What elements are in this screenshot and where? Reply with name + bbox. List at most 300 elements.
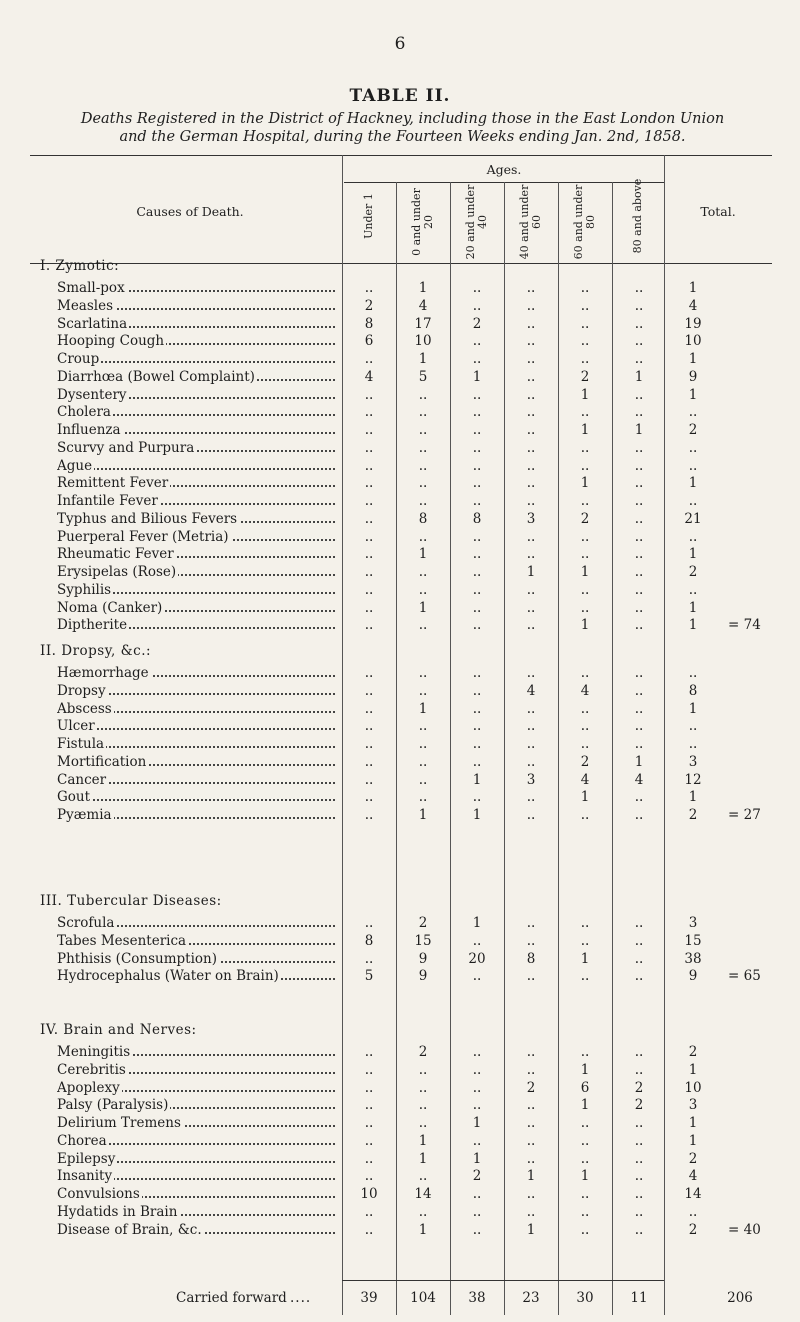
cause-label: Hydatids in Brain <box>57 1203 178 1220</box>
age-cell: .. <box>526 718 536 735</box>
age-cell: .. <box>634 682 644 699</box>
cause-label: Scurvy and Purpura <box>57 439 195 456</box>
carried-forward-total: 206 <box>727 1290 753 1306</box>
cause-label: Scrofula <box>57 915 115 931</box>
age-cell: 1 <box>580 422 590 438</box>
age-col-header-20-40: 20 and under 40 <box>464 184 489 260</box>
cause-label: Gout <box>57 789 91 806</box>
cause-label: Hydrocephalus (Water on Brain) <box>57 968 279 985</box>
age-cell: 2 <box>364 297 374 314</box>
age-col-header-60-80: 60 and under 80 <box>572 184 597 260</box>
table-row <box>0 915 800 933</box>
age-cell: .. <box>472 599 482 616</box>
age-cell: .. <box>472 617 482 634</box>
carried-forward-40-60: 23 <box>522 1290 540 1306</box>
cause-name <box>57 1222 335 1238</box>
row-total: 1 <box>688 1061 698 1078</box>
table-row <box>0 369 800 387</box>
age-cell: .. <box>634 280 644 296</box>
age-cell: .. <box>526 789 536 806</box>
age-cell: .. <box>472 700 482 717</box>
cause-label: Puerperal Fever (Metria) <box>57 528 229 545</box>
age-cell: .. <box>472 280 482 296</box>
age-cell: .. <box>526 736 536 752</box>
age-cell: .. <box>472 386 482 403</box>
age-cell: .. <box>472 1203 482 1220</box>
cause-name <box>57 1204 335 1220</box>
age-cell: 2 <box>418 915 428 931</box>
cause-name <box>57 1133 335 1149</box>
age-cell: .. <box>364 493 374 509</box>
age-cell: .. <box>364 771 374 788</box>
age-cell: 1 <box>580 564 590 580</box>
cause-label: Insanity <box>57 1168 113 1185</box>
row-total: 10 <box>684 1079 702 1096</box>
table-row <box>0 665 800 683</box>
age-cell: .. <box>634 439 644 456</box>
age-cell: .. <box>364 915 374 931</box>
table-row <box>0 1186 800 1204</box>
cause-label: Apoplexy <box>57 1079 120 1096</box>
table-row <box>0 617 800 635</box>
cause-name <box>57 1080 335 1096</box>
age-cell: .. <box>364 1061 374 1078</box>
row-total: 19 <box>684 315 702 332</box>
age-cell: .. <box>526 1132 536 1149</box>
age-cell: .. <box>634 599 644 616</box>
cause-label: Convulsions <box>57 1186 140 1202</box>
leader-dots <box>57 799 335 801</box>
age-cell: .. <box>634 510 644 527</box>
age-cell: .. <box>634 404 644 421</box>
age-cell: .. <box>472 1044 482 1060</box>
age-cell: .. <box>472 422 482 438</box>
table-row <box>0 564 800 582</box>
age-cell: 1 <box>580 1061 590 1078</box>
age-cell: 10 <box>414 333 432 350</box>
age-cell: .. <box>580 315 590 332</box>
age-cell: .. <box>580 599 590 616</box>
cause-label: Scarlatina <box>57 315 128 332</box>
table-row <box>0 511 800 529</box>
age-cell: 4 <box>364 368 374 385</box>
row-total: 2 <box>688 422 698 438</box>
age-cell: 1 <box>418 280 428 296</box>
age-cell: .. <box>418 1203 428 1220</box>
cause-name <box>57 1151 335 1167</box>
age-cell: 3 <box>526 510 536 527</box>
row-total: .. <box>688 439 698 456</box>
age-cell: .. <box>580 968 590 985</box>
age-cell: .. <box>526 422 536 438</box>
table-row <box>0 718 800 736</box>
age-cell: 2 <box>418 1044 428 1060</box>
age-cell: .. <box>418 718 428 735</box>
cause-name <box>57 951 335 967</box>
age-cell: 4 <box>580 771 590 788</box>
table-row <box>0 951 800 969</box>
age-cell: .. <box>364 564 374 580</box>
age-cell: .. <box>526 932 536 949</box>
table-title: TABLE II. <box>349 86 451 106</box>
age-cell: .. <box>364 1203 374 1220</box>
age-cell: .. <box>526 351 536 367</box>
age-cell: .. <box>364 475 374 492</box>
age-cell: .. <box>472 736 482 752</box>
table-row <box>0 404 800 422</box>
age-cell: 1 <box>526 564 536 580</box>
carried-forward-dots: .... <box>290 1290 312 1306</box>
age-col-header-80-above: 80 and above <box>631 178 644 254</box>
age-cell: .. <box>472 564 482 580</box>
age-cell: .. <box>526 807 536 823</box>
age-cell: .. <box>634 915 644 931</box>
cause-name <box>57 915 335 931</box>
age-cell: .. <box>472 493 482 509</box>
age-cell: 2 <box>634 1079 644 1096</box>
age-cell: .. <box>580 1115 590 1131</box>
age-cell: 2 <box>472 315 482 332</box>
cause-label: Fistula <box>57 736 105 752</box>
row-total: 2 <box>688 1221 698 1238</box>
cause-name <box>57 422 335 438</box>
age-cell: .. <box>526 404 536 421</box>
age-cell: .. <box>418 439 428 456</box>
age-cell: 15 <box>414 932 432 949</box>
age-cell: .. <box>526 386 536 403</box>
age-cell: .. <box>580 1203 590 1220</box>
age-cell: 2 <box>580 510 590 527</box>
total-header: Total. <box>700 204 736 219</box>
age-cell: .. <box>526 1186 536 1202</box>
row-total: 12 <box>684 771 702 788</box>
age-cell: .. <box>418 404 428 421</box>
age-cell: 1 <box>580 617 590 634</box>
age-cell: .. <box>418 1061 428 1078</box>
leader-dots <box>57 468 335 470</box>
table-row <box>0 475 800 493</box>
age-cell: .. <box>526 333 536 350</box>
age-cell: .. <box>634 493 644 509</box>
age-cell: .. <box>580 736 590 752</box>
cause-label: Rheumatic Fever <box>57 546 174 563</box>
cause-label: Cancer <box>57 771 107 788</box>
caption-line-1: Deaths Registered in the District of Hackney, including those in the East London Union <box>80 111 725 127</box>
row-total: 2 <box>688 1044 698 1060</box>
cause-label: Chorea <box>57 1132 107 1149</box>
age-cell: .. <box>526 700 536 717</box>
age-cell: .. <box>580 581 590 598</box>
age-cell: .. <box>472 789 482 806</box>
age-cell: 6 <box>580 1079 590 1096</box>
age-cell: .. <box>580 665 590 681</box>
cause-name <box>57 789 335 805</box>
cause-label: Measles <box>57 297 114 314</box>
row-total: 14 <box>684 1186 702 1202</box>
cause-label: Hooping Cough <box>57 333 165 350</box>
cause-name <box>57 475 335 491</box>
cause-name <box>57 807 335 823</box>
row-total: 9 <box>688 368 698 385</box>
cause-label: Palsy (Paralysis) <box>57 1097 169 1114</box>
age-cell: 6 <box>364 333 374 350</box>
cause-name <box>57 933 335 949</box>
age-cell: 1 <box>418 1132 428 1149</box>
age-cell: .. <box>634 475 644 492</box>
age-cell: .. <box>580 333 590 350</box>
age-cell: .. <box>526 297 536 314</box>
age-cell: .. <box>526 581 536 598</box>
age-cell: 1 <box>526 1168 536 1185</box>
cause-name <box>57 529 335 545</box>
age-cell: .. <box>634 807 644 823</box>
row-total: 15 <box>684 932 702 949</box>
age-cell: .. <box>634 564 644 580</box>
age-cell: 8 <box>364 315 374 332</box>
table-row <box>0 422 800 440</box>
cause-name <box>57 316 335 332</box>
age-cell: 1 <box>418 1150 428 1167</box>
age-cell: .. <box>634 1168 644 1185</box>
table-row <box>0 546 800 564</box>
table-row <box>0 772 800 790</box>
cause-label: Croup <box>57 351 100 367</box>
age-cell: .. <box>634 333 644 350</box>
age-cell: .. <box>418 753 428 770</box>
age-cell: .. <box>364 546 374 563</box>
age-cell: .. <box>418 736 428 752</box>
age-cell: .. <box>418 617 428 634</box>
age-cell: 4 <box>580 682 590 699</box>
carried-forward-label: Carried forward <box>176 1290 287 1306</box>
cause-label: Pyæmia <box>57 807 112 823</box>
table-row <box>0 1115 800 1133</box>
age-cell: .. <box>472 546 482 563</box>
age-cell: 1 <box>472 771 482 788</box>
table-row <box>0 968 800 986</box>
row-total: 8 <box>688 682 698 699</box>
age-cell: .. <box>580 932 590 949</box>
age-cell: .. <box>418 789 428 806</box>
row-total: 2 <box>688 1150 698 1167</box>
age-cell: 10 <box>360 1186 378 1202</box>
age-cell: .. <box>472 718 482 735</box>
age-cell: .. <box>634 789 644 806</box>
cause-name <box>57 387 335 403</box>
age-cell: .. <box>580 439 590 456</box>
caption-line-2: and the German Hospital, during the Fourteen Weeks ending Jan. 2nd, 1858. <box>119 129 686 145</box>
age-cell: .. <box>418 682 428 699</box>
cause-name <box>57 600 335 616</box>
age-cell: .. <box>526 528 536 545</box>
cause-name <box>57 665 335 681</box>
row-total: 1 <box>688 351 698 367</box>
age-cell: .. <box>472 753 482 770</box>
age-cell: .. <box>418 1097 428 1114</box>
age-cell: .. <box>634 457 644 474</box>
age-cell: .. <box>364 736 374 752</box>
age-cell: .. <box>526 439 536 456</box>
age-cell: .. <box>526 915 536 931</box>
cause-name <box>57 564 335 580</box>
age-cell: .. <box>364 1115 374 1131</box>
table-row <box>0 529 800 547</box>
table-row <box>0 1168 800 1186</box>
age-cell: .. <box>526 1061 536 1078</box>
cause-name <box>57 458 335 474</box>
table-row <box>0 582 800 600</box>
age-cell: 1 <box>580 1097 590 1114</box>
age-cell: .. <box>472 968 482 985</box>
age-cell: .. <box>364 1079 374 1096</box>
cause-name <box>57 1044 335 1060</box>
cause-name <box>57 546 335 562</box>
row-total: .. <box>688 1203 698 1220</box>
table-row <box>0 1151 800 1169</box>
age-cell: .. <box>364 1150 374 1167</box>
table-row <box>0 1080 800 1098</box>
age-cell: 1 <box>418 599 428 616</box>
age-cell: .. <box>634 718 644 735</box>
cause-name <box>57 1097 335 1113</box>
age-cell: .. <box>634 297 644 314</box>
carried-forward-rule <box>342 1280 664 1281</box>
leader-dots <box>57 728 335 730</box>
age-cell: .. <box>634 1044 644 1060</box>
age-cell: .. <box>418 528 428 545</box>
age-cell: .. <box>634 1186 644 1202</box>
row-total: 1 <box>688 700 698 717</box>
table-row <box>0 1062 800 1080</box>
table-row <box>0 600 800 618</box>
age-cell: 8 <box>364 932 374 949</box>
carried-forward-60-80: 30 <box>576 1290 594 1306</box>
age-cell: .. <box>418 1168 428 1185</box>
row-total: .. <box>688 528 698 545</box>
age-cell: .. <box>364 1132 374 1149</box>
age-cell: .. <box>580 915 590 931</box>
age-cell: 8 <box>418 510 428 527</box>
age-cell: .. <box>364 1097 374 1114</box>
age-cell: 5 <box>418 368 428 385</box>
table-row <box>0 351 800 369</box>
age-cell: .. <box>526 1115 536 1131</box>
age-cell: 8 <box>472 510 482 527</box>
age-cell: .. <box>580 528 590 545</box>
cause-label: Typhus and Bilious Fevers <box>57 510 238 527</box>
cause-label: Disease of Brain, &c. <box>57 1221 202 1238</box>
age-cell: .. <box>580 718 590 735</box>
age-cell: 1 <box>418 1221 428 1238</box>
age-cell: 5 <box>364 968 374 985</box>
table-row <box>0 493 800 511</box>
age-cell: .. <box>364 718 374 735</box>
age-cell: 9 <box>418 968 428 985</box>
table-row <box>0 458 800 476</box>
cause-name <box>57 772 335 788</box>
age-cell: .. <box>418 581 428 598</box>
row-total: 10 <box>684 333 702 350</box>
age-cell: .. <box>418 564 428 580</box>
age-cell: .. <box>634 736 644 752</box>
row-total: 4 <box>688 1168 698 1185</box>
age-cell: .. <box>526 1097 536 1114</box>
age-col-header-0-20: 0 and under 20 <box>410 188 435 256</box>
age-cell: 1 <box>418 546 428 563</box>
age-cell: 1 <box>634 368 644 385</box>
age-cell: .. <box>364 528 374 545</box>
age-cell: 4 <box>526 682 536 699</box>
table-row <box>0 1204 800 1222</box>
age-cell: .. <box>472 439 482 456</box>
age-cell: .. <box>580 1044 590 1060</box>
cause-label: Diarrhœa (Bowel Complaint) <box>57 368 255 385</box>
table-row <box>0 807 800 825</box>
age-cell: .. <box>634 1221 644 1238</box>
age-cell: .. <box>580 700 590 717</box>
row-total: .. <box>688 493 698 509</box>
table-row <box>0 1097 800 1115</box>
age-cell: .. <box>364 665 374 681</box>
age-cell: .. <box>526 368 536 385</box>
age-cell: .. <box>418 493 428 509</box>
age-cell: .. <box>526 968 536 985</box>
cause-name <box>57 493 335 509</box>
age-cell: .. <box>364 404 374 421</box>
age-cell: .. <box>580 1186 590 1202</box>
cause-label: Syphilis <box>57 581 112 598</box>
age-cell: .. <box>418 771 428 788</box>
age-cell: .. <box>634 968 644 985</box>
cause-name <box>57 511 335 527</box>
age-cell: .. <box>364 1044 374 1060</box>
age-cell: 2 <box>634 1097 644 1114</box>
cause-name <box>57 736 335 752</box>
row-total: 2 <box>688 564 698 580</box>
cause-name <box>57 351 335 367</box>
row-total: 3 <box>688 753 698 770</box>
age-cell: .. <box>526 280 536 296</box>
age-cell: .. <box>580 1132 590 1149</box>
cause-label: Dysentery <box>57 386 127 403</box>
ages-header: Ages. <box>486 162 522 177</box>
age-cell: .. <box>364 682 374 699</box>
cause-label: Epilepsy <box>57 1150 116 1167</box>
carried-forward-80-above: 11 <box>630 1290 648 1306</box>
age-cell: .. <box>526 457 536 474</box>
age-cell: .. <box>364 386 374 403</box>
table-row <box>0 1044 800 1062</box>
age-cell: .. <box>472 297 482 314</box>
age-cell: .. <box>364 807 374 823</box>
age-cell: 1 <box>580 789 590 806</box>
age-cell: .. <box>634 1203 644 1220</box>
age-cell: .. <box>472 457 482 474</box>
cause-name <box>57 617 335 633</box>
age-cell: .. <box>634 315 644 332</box>
cause-label: Delirium Tremens <box>57 1115 181 1131</box>
age-cell: .. <box>472 528 482 545</box>
age-cell: .. <box>580 297 590 314</box>
section-subtotal: = 65 <box>728 968 761 985</box>
age-cell: .. <box>634 700 644 717</box>
cause-label: Erysipelas (Rose) <box>57 564 177 580</box>
table-caption <box>40 110 765 146</box>
age-cell: .. <box>580 493 590 509</box>
age-cell: 20 <box>468 950 486 967</box>
age-cell: .. <box>634 665 644 681</box>
table-row <box>0 316 800 334</box>
